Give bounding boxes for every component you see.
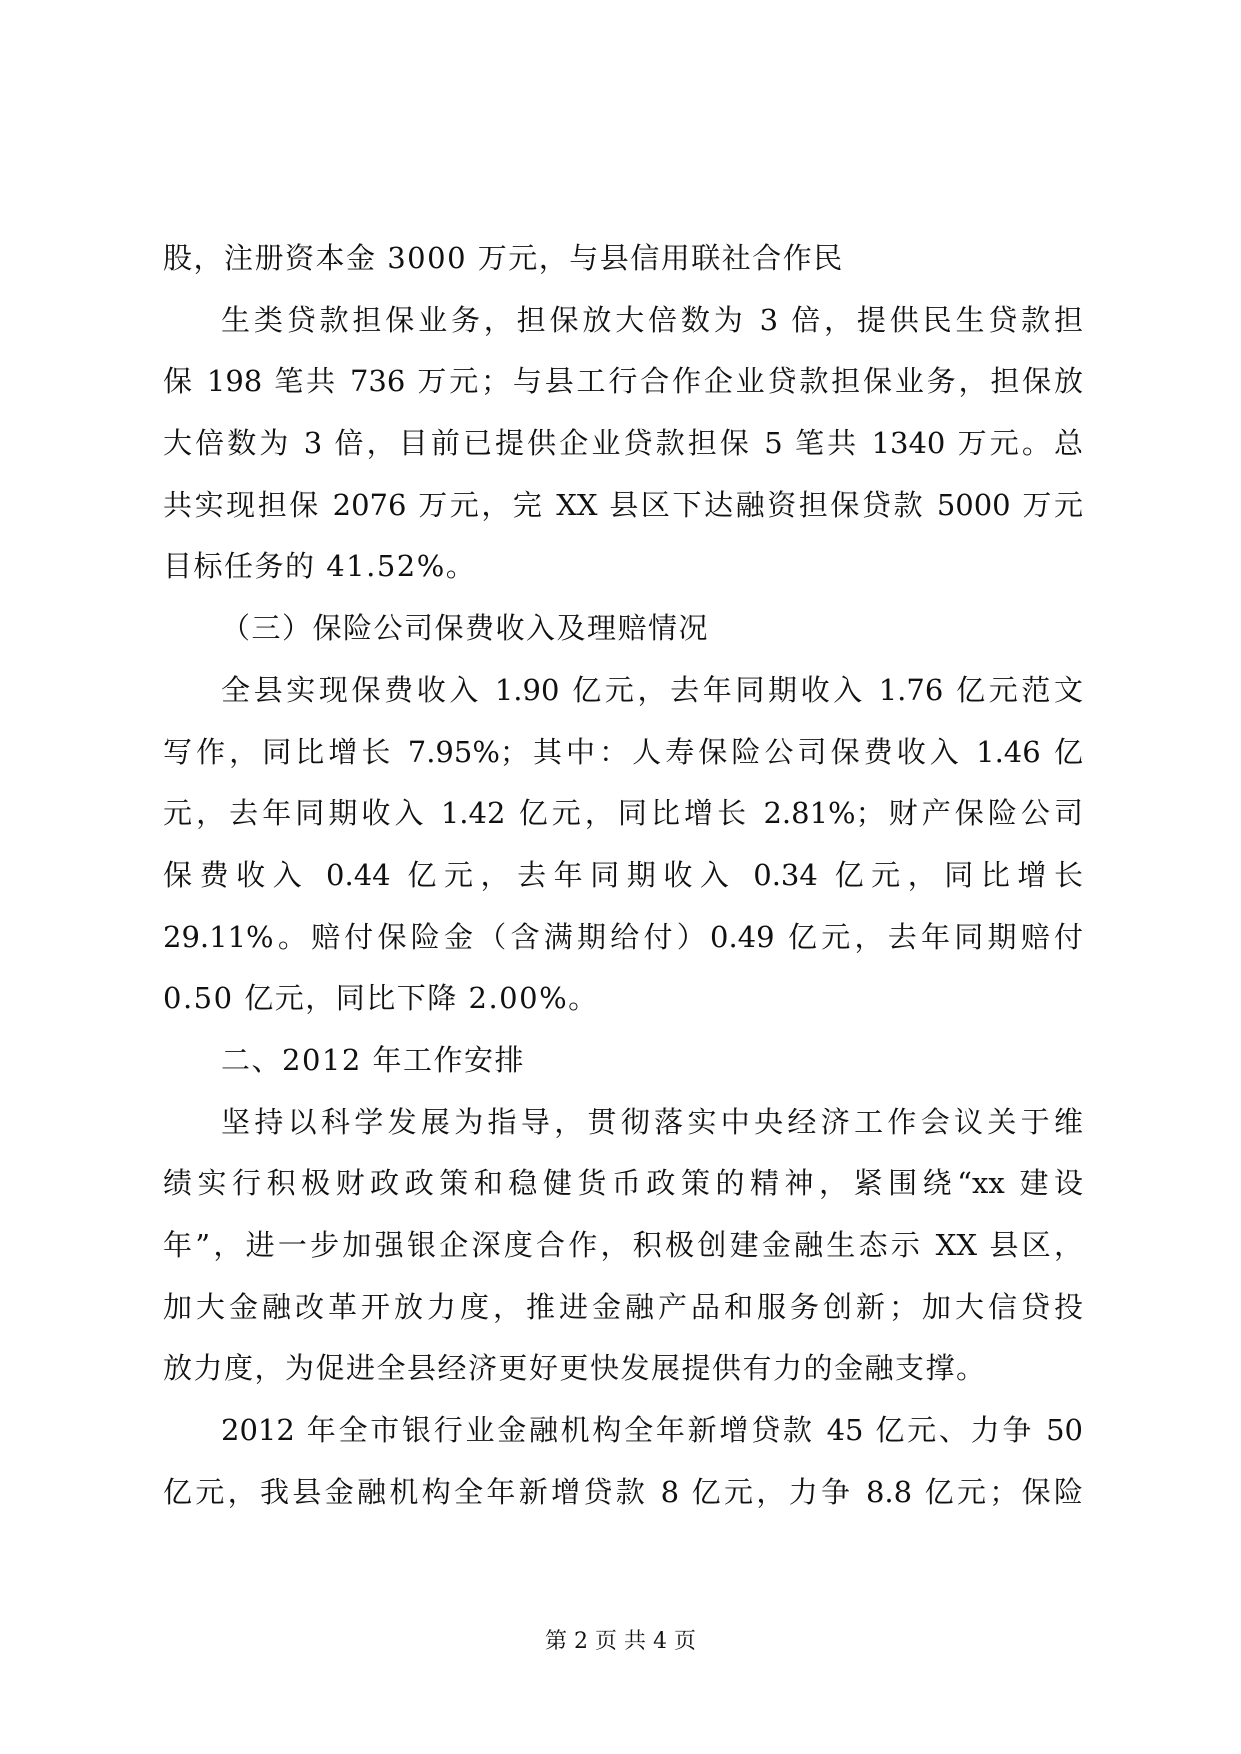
text-line: 0.50 亿元，同比下降 2.00%。 <box>163 981 599 1016</box>
text-line: 全县实现保费收入 1.90 亿元，去年同期收入 1.76 亿元范文 <box>221 672 1083 707</box>
text-line: 绩实行积极财政政策和稳健货币政策的精神，紧围绕“xx 建设 <box>163 1166 1083 1201</box>
text-line: 年”，进一步加强银企深度合作，积极创建金融生态示 XX 县区， <box>163 1228 1083 1262</box>
text-line: 保费收入 0.44 亿元，去年同期收入 0.34 亿元，同比增长 <box>163 857 1083 892</box>
text-line: 放力度，为促进全县经济更好更快发展提供有力的金融支撑。 <box>163 1351 987 1386</box>
text-line: 2012 年全市银行业金融机构全年新增贷款 45 亿元、力争 50 <box>221 1413 1083 1448</box>
text-line: 写作，同比增长 7.95%；其中：人寿保险公司保费收入 1.46 亿 <box>163 734 1083 769</box>
section-heading: 二、2012 年工作安排 <box>221 1042 526 1077</box>
text-line: 保 198 笔共 736 万元；与县工行合作企业贷款担保业务，担保放 <box>163 364 1083 399</box>
text-line: 股，注册资本金 3000 万元，与县信用联社合作民 <box>163 241 844 275</box>
text-line: 生类贷款担保业务，担保放大倍数为 3 倍，提供民生贷款担 <box>221 302 1083 337</box>
text-line: 29.11%。赔付保险金（含满期给付）0.49 亿元，去年同期赔付 <box>163 919 1083 954</box>
text-line: 共实现担保 2076 万元，完 XX 县区下达融资担保贷款 5000 万元 <box>163 487 1083 522</box>
text-line: 目标任务的 41.52%。 <box>163 549 477 584</box>
text-line: 亿元，我县金融机构全年新增贷款 8 亿元，力争 8.8 亿元；保险 <box>163 1474 1083 1509</box>
text-line: 元，去年同期收入 1.42 亿元，同比增长 2.81%；财产保险公司 <box>163 796 1083 831</box>
text-line: 加大金融改革开放力度，推进金融产品和服务创新；加大信贷投 <box>163 1289 1083 1324</box>
section-heading: （三）保险公司保费收入及理赔情况 <box>221 611 710 646</box>
document-body <box>163 228 1083 1523</box>
text-line: 大倍数为 3 倍，目前已提供企业贷款担保 5 笔共 1340 万元。总 <box>163 426 1083 461</box>
page-number-footer: 第 2 页 共 4 页 <box>545 1629 696 1654</box>
text-line: 坚持以科学发展为指导，贯彻落实中央经济工作会议关于维 <box>221 1104 1083 1139</box>
